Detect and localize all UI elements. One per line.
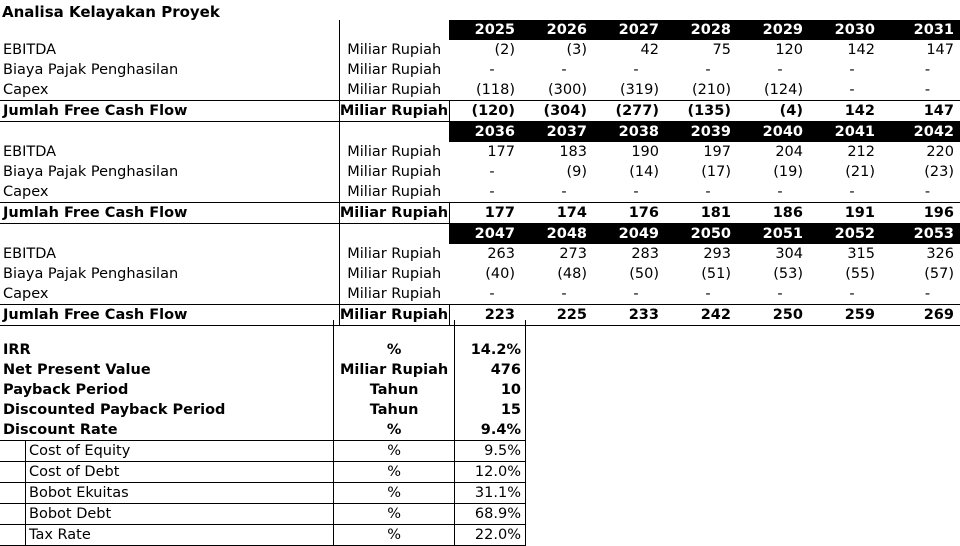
total-value: 259	[809, 305, 881, 326]
year-header: 2041	[809, 122, 881, 143]
row-value: -	[489, 286, 495, 302]
row-label: Biaya Pajak Penghasilan	[0, 162, 339, 182]
summary-value: 476	[454, 360, 525, 380]
row-value: 273	[559, 246, 587, 262]
header-blank-label	[0, 20, 339, 40]
summary-sub-value: 12.0%	[454, 462, 525, 483]
row-value: -	[633, 62, 639, 78]
year-header: 2028	[665, 20, 737, 40]
row-value: (50)	[629, 266, 659, 282]
total-unit: Miliar Rupiah	[339, 203, 449, 224]
row-value: (19)	[773, 164, 803, 180]
total-unit: Miliar Rupiah	[339, 305, 449, 326]
summary-sub-label: Tax Rate	[25, 525, 333, 545]
year-header: 2025	[449, 20, 521, 40]
summary-value: 15	[454, 400, 525, 420]
summary-table	[0, 320, 526, 546]
row-value: 212	[847, 144, 875, 160]
summary-sub-label: Cost of Debt	[25, 462, 333, 482]
year-header: 2029	[737, 20, 809, 40]
total-value: 250	[737, 305, 809, 326]
row-value: (9)	[566, 164, 587, 180]
total-value: (4)	[737, 101, 809, 122]
row-value: (124)	[764, 82, 803, 98]
spacer-cell	[454, 320, 525, 340]
row-value: -	[489, 184, 495, 200]
year-header-row	[0, 122, 960, 143]
summary-value: 9.4%	[454, 420, 525, 441]
row-value: 190	[631, 144, 659, 160]
year-header-row	[0, 20, 960, 40]
row-value: 177	[487, 144, 515, 160]
row-unit: Miliar Rupiah	[347, 62, 442, 78]
table-row	[0, 244, 960, 264]
summary-label: Payback Period	[0, 380, 334, 400]
summary-sub-unit: %	[334, 483, 454, 504]
summary-sub-label-cell	[0, 525, 334, 546]
row-value: -	[489, 164, 495, 180]
row-value: 75	[712, 42, 731, 58]
total-value: 191	[809, 203, 881, 224]
row-label: Capex	[0, 182, 339, 203]
header-blank-unit	[339, 20, 449, 40]
row-value: (300)	[548, 82, 587, 98]
row-value: (48)	[557, 266, 587, 282]
total-value: 177	[449, 203, 521, 224]
year-header: 2026	[521, 20, 593, 40]
summary-unit: Miliar Rupiah	[339, 362, 449, 378]
row-unit: Miliar Rupiah	[347, 164, 442, 180]
total-label: Jumlah Free Cash Flow	[0, 101, 339, 122]
row-value: 42	[640, 42, 659, 58]
cash-flow-table	[0, 20, 960, 326]
summary-sub-label: Bobot Debt	[25, 504, 333, 524]
row-value: 283	[631, 246, 659, 262]
summary-sub-label-cell	[0, 483, 334, 504]
summary-row	[0, 360, 526, 380]
row-label: Biaya Pajak Penghasilan	[0, 264, 339, 284]
summary-sub-value: 9.5%	[454, 441, 525, 462]
table-row	[0, 40, 960, 60]
summary-sub-row	[0, 504, 526, 525]
year-header: 2030	[809, 20, 881, 40]
summary-spacer-row	[0, 320, 526, 340]
spacer-cell	[0, 320, 334, 340]
row-value: (2)	[494, 42, 515, 58]
row-value: -	[777, 62, 783, 78]
total-value: 142	[809, 101, 881, 122]
row-value: -	[777, 184, 783, 200]
row-unit: Miliar Rupiah	[347, 286, 442, 302]
year-header: 2050	[665, 224, 737, 245]
table-row	[0, 60, 960, 80]
year-header: 2027	[593, 20, 665, 40]
row-value: 183	[559, 144, 587, 160]
row-unit: Miliar Rupiah	[347, 144, 442, 160]
row-label: Capex	[0, 80, 339, 101]
row-value: 147	[926, 42, 954, 58]
total-label: Jumlah Free Cash Flow	[0, 203, 339, 224]
table-row	[0, 284, 960, 305]
summary-row	[0, 340, 526, 360]
table-row	[0, 264, 960, 284]
summary-value: 14.2%	[454, 340, 525, 360]
year-header-row	[0, 224, 960, 245]
summary-sub-unit: %	[334, 525, 454, 546]
summary-sub-unit: %	[334, 462, 454, 483]
row-value: 142	[847, 42, 875, 58]
summary-label: Discounted Payback Period	[0, 400, 334, 420]
total-label: Jumlah Free Cash Flow	[0, 305, 339, 326]
row-value: -	[777, 286, 783, 302]
header-blank-label	[0, 122, 339, 143]
header-blank-unit	[339, 122, 449, 143]
total-value: (135)	[665, 101, 737, 122]
row-value: 220	[926, 144, 954, 160]
row-value: 304	[775, 246, 803, 262]
summary-unit: Tahun	[369, 402, 419, 418]
row-value: (210)	[692, 82, 731, 98]
row-label: Biaya Pajak Penghasilan	[0, 60, 339, 80]
summary-sub-label: Cost of Equity	[25, 441, 333, 461]
table-row	[0, 182, 960, 203]
year-header: 2040	[737, 122, 809, 143]
year-header: 2039	[665, 122, 737, 143]
row-value: -	[924, 286, 931, 302]
total-value: (120)	[449, 101, 521, 122]
row-value: 120	[775, 42, 803, 58]
row-value: -	[561, 184, 567, 200]
row-unit: Miliar Rupiah	[347, 246, 442, 262]
row-label: EBITDA	[0, 142, 339, 162]
total-value: 196	[881, 203, 960, 224]
row-value: 204	[775, 144, 803, 160]
page-title: Analisa Kelayakan Proyek	[2, 3, 220, 21]
summary-sub-row	[0, 441, 526, 462]
summary-value: 10	[454, 380, 525, 400]
row-value: -	[705, 286, 711, 302]
row-value: -	[924, 62, 931, 78]
row-value: (21)	[845, 164, 875, 180]
year-header: 2038	[593, 122, 665, 143]
row-value: -	[705, 62, 711, 78]
year-header: 2047	[449, 224, 521, 245]
summary-unit: %	[386, 422, 402, 438]
summary-sub-label: Bobot Ekuitas	[25, 483, 333, 503]
summary-sub-row	[0, 462, 526, 483]
total-value: 242	[665, 305, 737, 326]
total-row	[0, 203, 960, 224]
year-header: 2042	[881, 122, 960, 143]
row-value: 263	[487, 246, 515, 262]
row-label: Capex	[0, 284, 339, 305]
total-value: 225	[521, 305, 593, 326]
row-value: (55)	[845, 266, 875, 282]
row-value: -	[849, 62, 855, 78]
row-value: -	[561, 62, 567, 78]
year-header: 2051	[737, 224, 809, 245]
row-value: -	[489, 62, 495, 78]
row-value: (51)	[701, 266, 731, 282]
row-value: 197	[703, 144, 731, 160]
spacer-cell	[334, 320, 454, 340]
summary-sub-row	[0, 483, 526, 504]
row-label: EBITDA	[0, 40, 339, 60]
summary-unit: Tahun	[369, 382, 419, 398]
row-value: 315	[847, 246, 875, 262]
total-value: 147	[881, 101, 960, 122]
summary-sub-unit: %	[334, 504, 454, 525]
summary-sub-label-cell	[0, 441, 334, 462]
row-value: -	[849, 184, 855, 200]
row-value: (319)	[620, 82, 659, 98]
row-value: (57)	[924, 266, 954, 282]
total-value: 223	[449, 305, 521, 326]
row-value: (118)	[476, 82, 515, 98]
total-value: 174	[521, 203, 593, 224]
year-header: 2048	[521, 224, 593, 245]
summary-sub-value: 68.9%	[454, 504, 525, 525]
summary-label: Discount Rate	[0, 420, 334, 441]
row-value: -	[849, 82, 855, 98]
total-value: 233	[593, 305, 665, 326]
summary-sub-label-cell	[0, 462, 334, 483]
total-value: 181	[665, 203, 737, 224]
year-header: 2053	[881, 224, 960, 245]
total-value: (277)	[593, 101, 665, 122]
total-value: 176	[593, 203, 665, 224]
header-blank-unit	[339, 224, 449, 245]
row-value: -	[561, 286, 567, 302]
total-value: 269	[881, 305, 960, 326]
summary-label: Net Present Value	[0, 360, 334, 380]
summary-sub-value: 22.0%	[454, 525, 525, 546]
row-unit: Miliar Rupiah	[347, 266, 442, 282]
row-value: -	[633, 184, 639, 200]
year-header: 2031	[881, 20, 960, 40]
total-value: 186	[737, 203, 809, 224]
total-unit: Miliar Rupiah	[339, 101, 449, 122]
summary-sub-value: 31.1%	[454, 483, 525, 504]
row-value: (14)	[629, 164, 659, 180]
year-header: 2049	[593, 224, 665, 245]
row-value: (3)	[566, 42, 587, 58]
row-value: (53)	[773, 266, 803, 282]
year-header: 2052	[809, 224, 881, 245]
summary-sub-label-cell	[0, 504, 334, 525]
row-unit: Miliar Rupiah	[347, 42, 442, 58]
summary-row	[0, 380, 526, 400]
year-header: 2037	[521, 122, 593, 143]
year-header: 2036	[449, 122, 521, 143]
row-value: -	[849, 286, 855, 302]
row-value: -	[924, 82, 931, 98]
summary-unit: %	[386, 342, 402, 358]
row-unit: Miliar Rupiah	[347, 82, 442, 98]
summary-row	[0, 420, 526, 441]
row-value: -	[633, 286, 639, 302]
row-value: (40)	[485, 266, 515, 282]
row-value: 326	[926, 246, 954, 262]
table-row	[0, 142, 960, 162]
summary-label: IRR	[0, 340, 334, 360]
header-blank-label	[0, 224, 339, 245]
summary-sub-unit: %	[334, 441, 454, 462]
row-value: 293	[703, 246, 731, 262]
row-value: -	[705, 184, 711, 200]
row-value: -	[924, 184, 931, 200]
row-value: (17)	[701, 164, 731, 180]
summary-row	[0, 400, 526, 420]
row-label: EBITDA	[0, 244, 339, 264]
row-value: (23)	[924, 164, 954, 180]
row-unit: Miliar Rupiah	[347, 184, 442, 200]
total-row	[0, 101, 960, 122]
table-row	[0, 80, 960, 101]
table-row	[0, 162, 960, 182]
total-value: (304)	[521, 101, 593, 122]
summary-sub-row	[0, 525, 526, 546]
